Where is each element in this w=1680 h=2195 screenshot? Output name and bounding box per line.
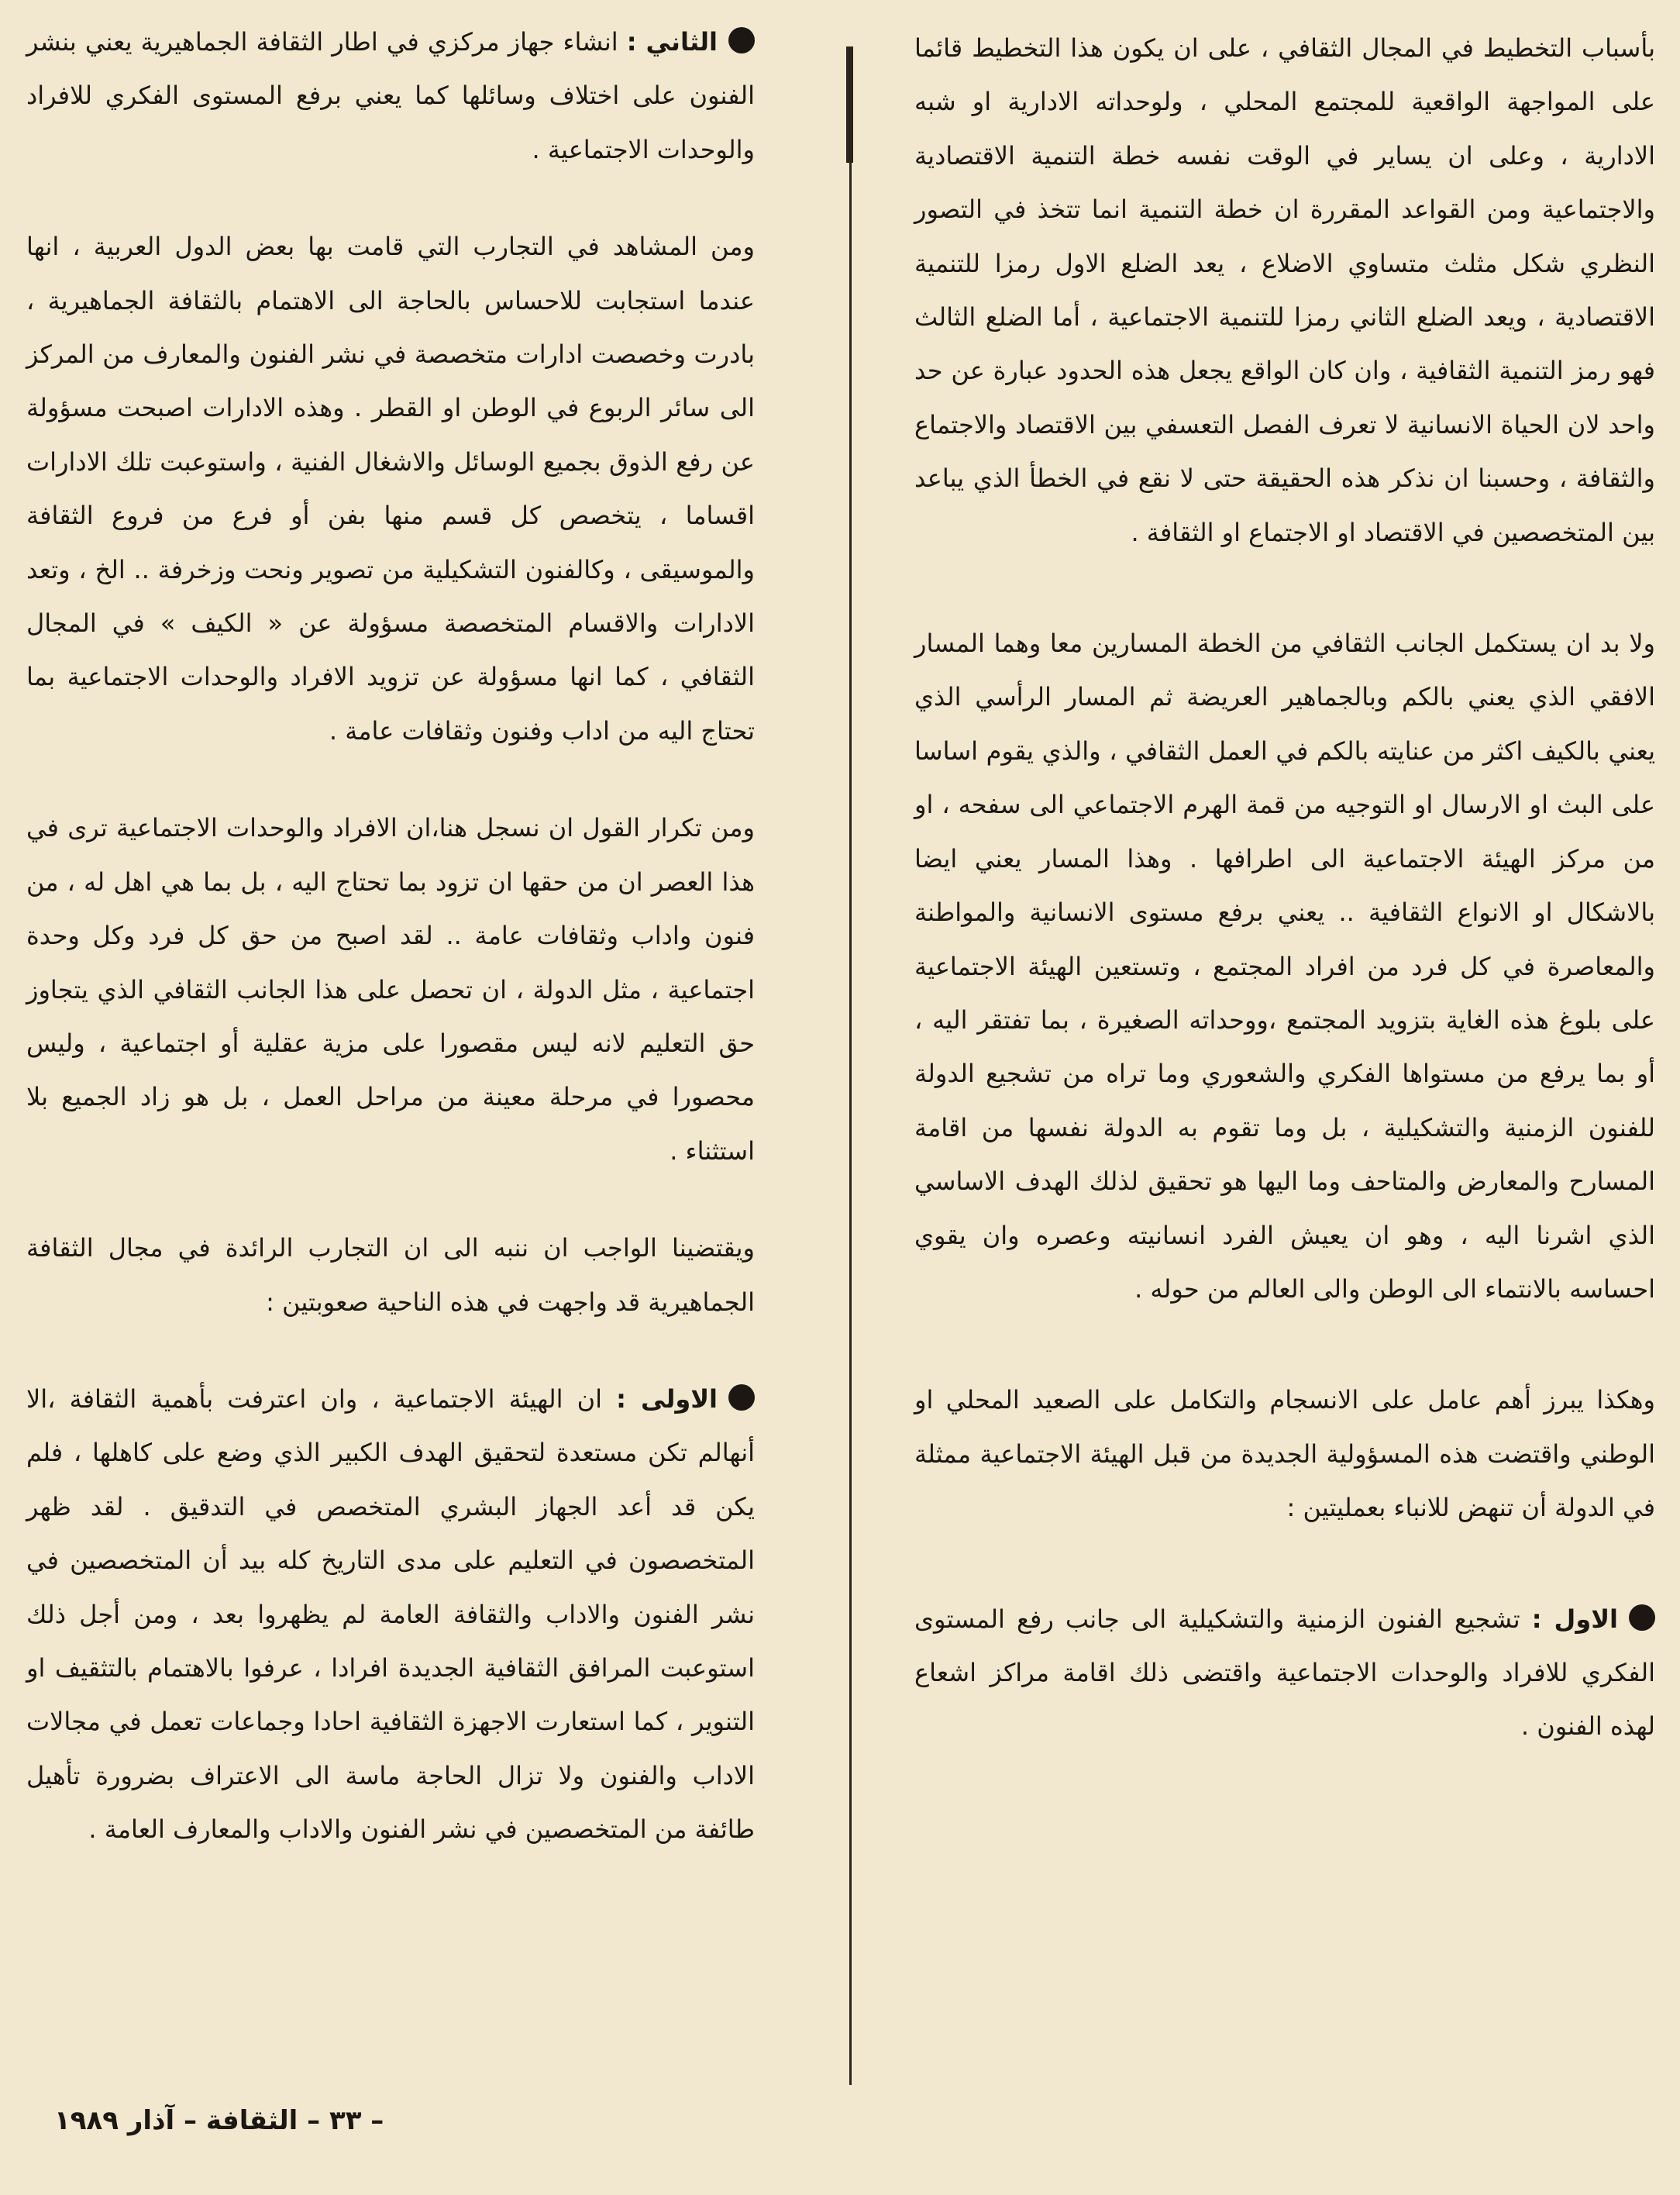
paragraph-lead: الثاني : — [626, 27, 718, 57]
paragraph-text: انشاء جهاز مركزي في اطار الثقافة الجماهيرية يعني بنشر الفنون على اختلاف وسائلها كما يعني برفع المستوى الفكري للافراد والوحدات الاجتماعية . — [26, 27, 755, 164]
paragraph — [26, 16, 755, 177]
left-column — [26, 16, 755, 1900]
paragraph: بأسباب التخطيط في المجال الثقافي ، على ان يكون هذا التخطيط قائما على المواجهة الواقعية للمجتمع المحلي ، ولوحداته الادارية او شبه الادارية ، وعلى ان يساير في الوقت نفسه خطة التنمية الاقتصادية والاجتماعية ومن القواعد المقررة ان خطة التنمية انما تتخذ في التصور النظري شكل مثلث متساوي الاضلاع ، يعد الضلع الاول رمزا للتنمية الاقتصادية ، ويعد الضلع الثاني رمزا للتنمية الاجتماعية ، أما الضلع الثالث فهو رمز التنمية الثقافية ، وان كان الواقع يجعل هذه الحدود عبارة عن حد واحد لان الحياة الانسانية لا تعرف الفصل التعسفي بين الاقتصاد والاجتماع والثقافة ، وحسبنا ان نذكر هذه الحقيقة حتى لا نقع في الخطأ الذي يباعد بين المتخصصين في الاقتصاد او الاجتماع او الثقافة . — [914, 33, 1655, 547]
paragraph: ومن تكرار القول ان نسجل هنا،ان الافراد والوحدات الاجتماعية ترى في هذا العصر ان من حقها ان تزود بما تحتاج اليه ، بل بما هي اهل له ، من فنون واداب وثقافات عامة .. لقد اصبح من حق كل فرد وكل وحدة اجتماعية ، مثل الدولة ، ان تحصل على هذا الجانب الثقافي الذي يتجاوز حق التعليم لانه ليس مقصورا على مزية عقلية أو اجتماعية ، وليس محصورا في مرحلة معينة من مراحل العمل ، بل هو زاد الجميع بلا استثناء . — [26, 813, 755, 1166]
paragraph-lead: الاولى : — [616, 1384, 718, 1414]
paragraph: ومن المشاهد في التجارب التي قامت بها بعض الدول العربية ، انها عندما استجابت للاحساس بالحاجة الى الاهتمام بالثقافة الجماهيرية ، بادرت وخصصت ادارات متخصصة في نشر الفنون والمعارف من المركز الى سائر الربوع في الوطن او القطر . وهذه الادارات اصبحت مسؤولة عن رفع الذوق بجميع الوسائل والاشغال الفنية ، واستوعبت تلك الادارات اقساما ، يتخصص كل قسم منها بفن أو فرع من فروع الثقافة والموسيقى ، وكالفنون التشكيلية من تصوير ونحت وزخرفة .. الخ ، وتعد الادارات والاقسام المتخصصة مسؤولة عن « الكيف » في المجال الثقافي ، كما انها مسؤولة عن تزويد الافراد والوحدات الاجتماعية بما تحتاج اليه من اداب وفنون وثقافات عامة . — [26, 232, 755, 746]
bullet-icon — [728, 1384, 755, 1411]
paragraph — [26, 1373, 755, 1857]
paragraph — [914, 1593, 1655, 1754]
bullet-icon — [1629, 1604, 1655, 1631]
paragraph: وهكذا يبرز أهم عامل على الانسجام والتكامل على الصعيد المحلي او الوطني واقتضت هذه المسؤولية الجديدة من قبل الهيئة الاجتماعية ممثلة في الدولة أن تنهض للانباء بعمليتين : — [914, 1385, 1655, 1523]
paragraph-text: ان الهيئة الاجتماعية ، وان اعترفت بأهمية الثقافة ،الا أنهالم تكن مستعدة لتحقيق الهدف الكبير الذي وضع على كاهلها ، فلم يكن قد أعد الجهاز البشري المتخصص في التدقيق . لقد ظهر المتخصصون في التعليم على مدى التاريخ كله بيد أن المتخصصين في نشر الفنون والاداب والثقافة العامة لم يظهروا بعد ، ومن أجل ذلك استوعبت المرافق الثقافية الجديدة افرادا ، عرفوا بالاهتمام بالتثقيف او التنوير ، كما استعارت الاجهزة الثقافية احادا وجماعات تعمل في مجالات الاداب والفنون ولا تزال الحاجة ماسة الى الاعتراف بضرورة تأهيل طائفة من المتخصصين في نشر الفنون والاداب والمعارف العامة . — [26, 1384, 755, 1845]
paragraph-text: تشجيع الفنون الزمنية والتشكيلية الى جانب رفع المستوى الفكري للافراد والوحدات الاجتماعية واقتضى ذلك اقامة مراكز اشعاع لهذه الفنون . — [914, 1604, 1655, 1742]
paragraph: ويقتضينا الواجب ان ننبه الى ان التجارب الرائدة في مجال الثقافة الجماهيرية قد واجهت في هذه الناحية صعوبتين : — [26, 1233, 755, 1317]
bullet-icon — [728, 27, 755, 53]
page-footer: – ٣٣ – الثقافة – آذار ١٩٨٩ — [54, 2105, 384, 2136]
column-divider — [849, 54, 852, 2085]
paragraph: ولا بد ان يستكمل الجانب الثقافي من الخطة المسارين معا وهما المسار الافقي الذي يعني بالكم وبالجماهير العريضة ثم المسار الرأسي الذي يعني بالكيف اكثر من عنايته بالكم في العمل الثقافي ، والذي يقوم اساسا على البث او الارسال او التوجيه من قمة الهرم الاجتماعي الى سفحه ، او من مركز الهيئة الاجتماعية الى اطرافها . وهذا المسار يعني ايضا بالاشكال او الانواع الثقافية .. يعني برفع مستوى الانسانية والمواطنة والمعاصرة في كل فرد من افراد المجتمع ، وتستعين الهيئة الاجتماعية على بلوغ هذه الغاية بتزويد المجتمع ،ووحداته الصغيرة ، بما تفتقر اليه ، أو بما يرفع من مستواها الفكري والشعوري وما تراه من تشجيع الدولة للفنون الزمنية والتشكيلية ، بل وما تقوم به الدولة نفسها من اقامة المسارح والمعارض والمتاحف وما اليها هو تحقيق لذلك الهدف الاساسي الذي اشرنا اليه ، وهو ان يعيش الفرد انسانيته وعصره وان يقوي احساسه بالانتماء الى الوطن والى العالم من حوله . — [914, 629, 1655, 1304]
right-column — [914, 22, 1655, 1811]
paragraph-lead: الاول : — [1531, 1604, 1619, 1634]
